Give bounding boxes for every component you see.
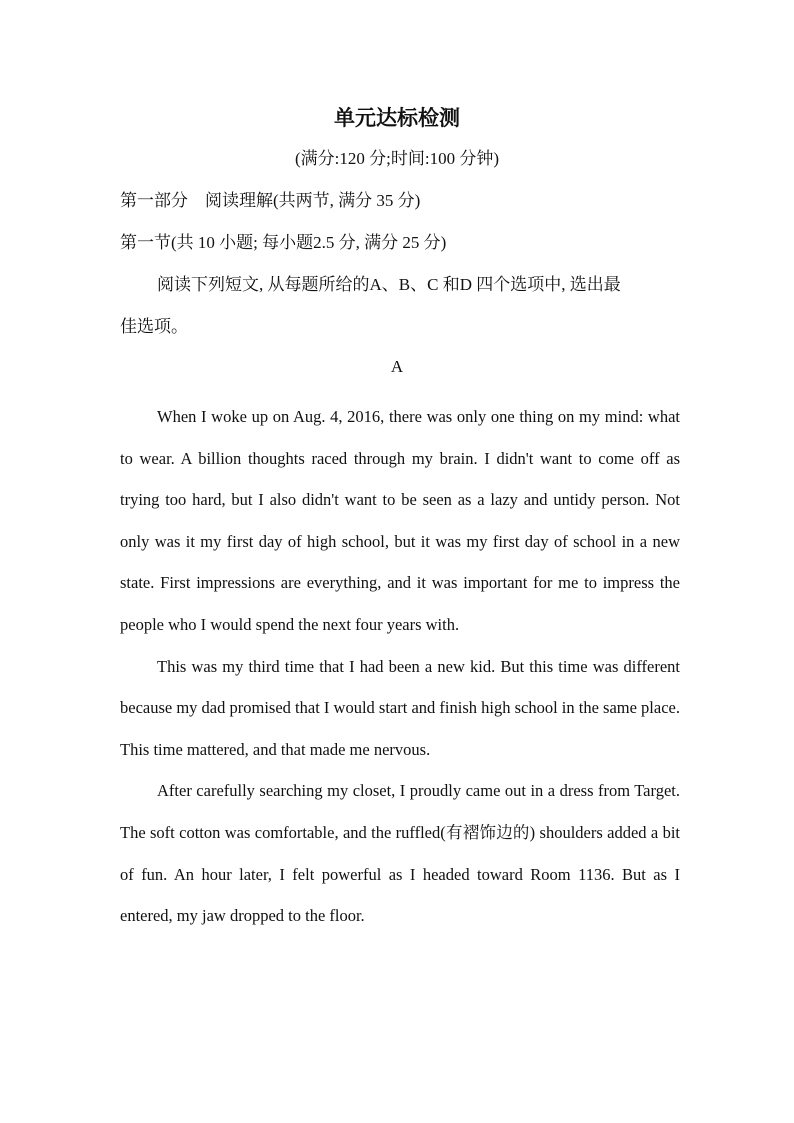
paragraph-2: This was my third time that I had been a new kid. But this time was different because my dad promised that I would start and finish high school in the same place. This time mattered, and that made me nervous. — [120, 656, 680, 759]
passage-body — [120, 396, 680, 937]
page-title: 单元达标检测 — [334, 106, 460, 130]
instructions-line-2: 佳选项。 — [120, 317, 188, 336]
paragraph-1: When I woke up on Aug. 4, 2016, there was only one thing on my mind: what to wear. A billion thoughts raced through my brain. I didn't want to come off as trying too hard, but I also didn't want to be seen as a lazy and untidy person. Not only was it my first day of high school, but it was my first day of school in a new state. First impressions are everything, and it was important for me to impress the people who I would spend the next four years with. — [120, 407, 680, 634]
passage-label: A — [390, 357, 404, 376]
instructions-line-1: 阅读下列短文, 从每题所给的A、B、C 和D 四个选项中, 选出最 — [157, 275, 621, 294]
paragraph-3: After carefully searching my closet, I proudly came out in a dress from Target. The soft cotton was comfortable, and the ruffled(有褶饰边的) shoulders added a bit of fun. An hour later, I felt powerful as I headed toward Room 1136. But as I entered, my jaw dropped to the floor. — [120, 781, 680, 926]
exam-info: (满分:120 分;时间:100 分钟) — [295, 149, 499, 168]
section-heading: 第一节(共 10 小题; 每小题2.5 分, 满分 25 分) — [120, 233, 447, 252]
part-heading: 第一部分 阅读理解(共两节, 满分 35 分) — [120, 191, 421, 210]
